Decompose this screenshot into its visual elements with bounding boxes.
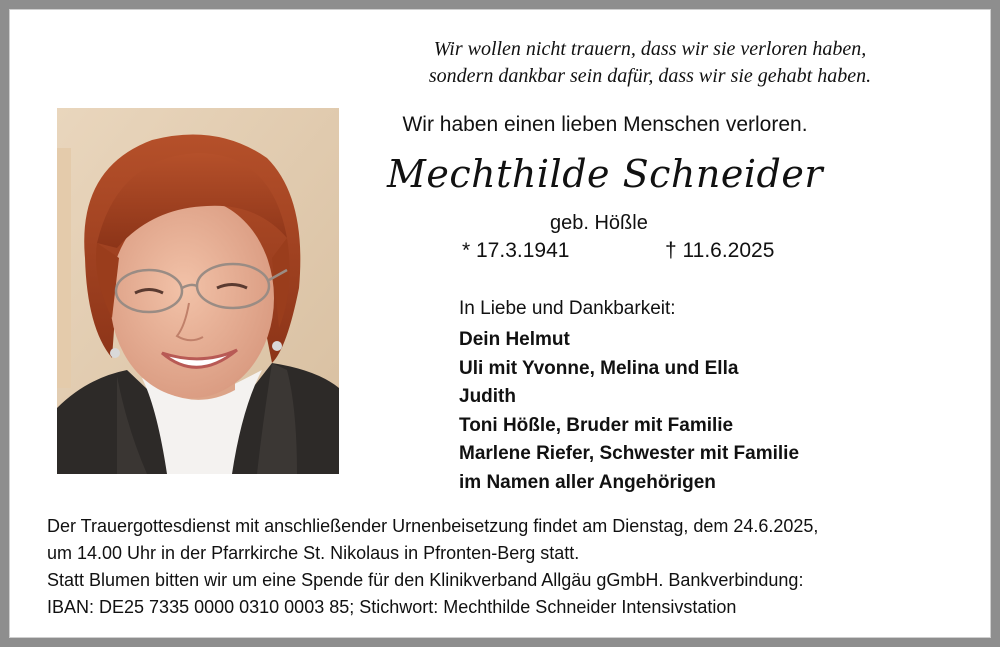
mourner-item: Judith	[459, 386, 516, 407]
obituary-card	[9, 9, 991, 638]
mourners-label: In Liebe und Dankbarkeit:	[459, 298, 676, 319]
motto-line-1: Wir wollen nicht trauern, dass wir sie verloren haben,	[433, 38, 867, 60]
donation-line: Statt Blumen bitten wir um eine Spende für den Klinikverband Allgäu gGmbH. Bankverbindung:	[47, 570, 804, 590]
mourner-item: Uli mit Yvonne, Melina und Ella	[459, 357, 739, 379]
mourner-item: Marlene Riefer, Schwester mit Familie	[459, 443, 800, 464]
mourner-item: im Namen aller Angehörigen	[459, 471, 716, 493]
portrait-photo	[57, 108, 339, 474]
birth-name: geb. Hößle	[550, 212, 648, 234]
intro-text: Wir haben einen lieben Menschen verloren.	[402, 113, 808, 136]
birth-date: * 17.3.1941	[462, 239, 570, 262]
death-date: † 11.6.2025	[665, 239, 775, 262]
service-line-1: Der Trauergottesdienst mit anschließender Urnenbeisetzung findet am Dienstag, dem 24.6.2025,	[47, 516, 819, 536]
motto-line-2: sondern dankbar sein dafür, dass wir sie gehabt haben.	[428, 65, 872, 87]
deceased-name: Mechthilde Schneider	[387, 152, 823, 196]
iban-line: IBAN: DE25 7335 0000 0310 0003 85; Stichwort: Mechthilde Schneider Intensivstation	[47, 597, 737, 617]
mourner-item: Toni Hößle, Bruder mit Familie	[459, 414, 734, 436]
mourner-item: Dein Helmut	[459, 329, 570, 350]
mourners-list	[459, 326, 799, 497]
service-line-2: um 14.00 Uhr in der Pfarrkirche St. Nikolaus in Pfronten-Berg statt.	[47, 543, 580, 563]
service-info	[47, 513, 967, 621]
motto-quote	[350, 36, 950, 90]
